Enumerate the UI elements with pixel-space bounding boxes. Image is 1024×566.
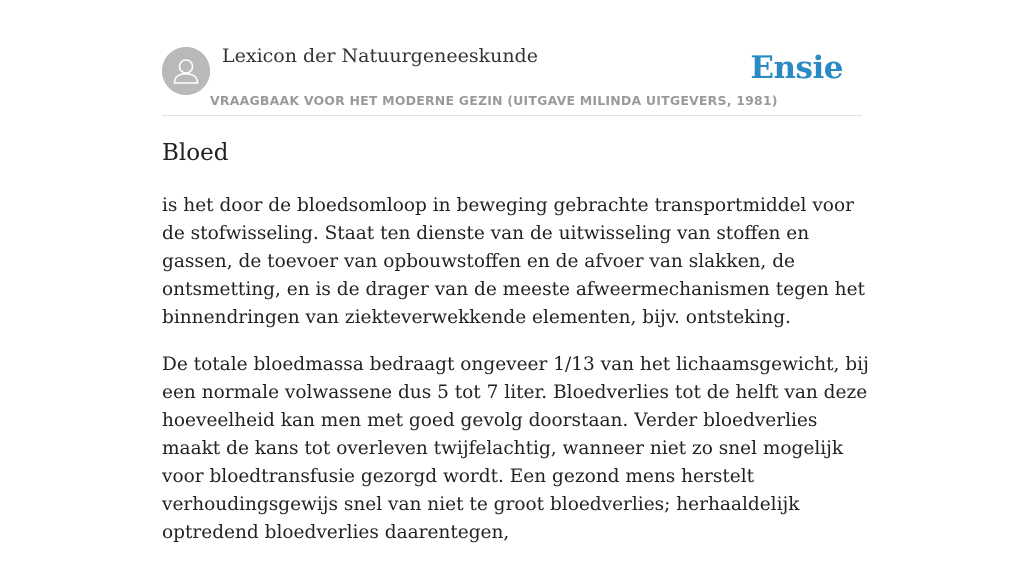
source-avatar[interactable]: [162, 47, 210, 95]
source-title-link[interactable]: Lexicon der Natuurgeneeskunde: [222, 45, 538, 67]
article-paragraph: De totale bloedmassa bedraagt ongeveer 1/13 van het lichaamsgewicht, bij een normale volwassene dus 5 tot 7 liter. Bloedverlies tot de helft van deze hoeveelheid kan men met goed gevolg doorstaan. Verder bloedverlies maakt de kans tot overleven twijfelachtig, wanneer niet zo snel mogelijk voor bloedtransfusie gezorgd wordt. Een gezond mens herstelt verhoudingsgewijs snel van niet te groot bloedverlies; herhaaldelijk optredend bloedverlies daarentegen,: [162, 354, 869, 543]
user-icon: [162, 47, 210, 95]
source-header: [162, 0, 862, 116]
article-paragraph: is het door de bloedsomloop in beweging gebrachte transportmiddel voor de stofwisseling. Staat ten dienste van de uitwisseling van stoffen en gassen, de toevoer van opbouwstoffen en de afvoer van slakken, de ontsmetting, en is de drager van de meeste afweermechanismen tegen het binnendringen van ziekteverwekkende elementen, bijv. ontsteking.: [162, 195, 865, 328]
source-subtitle: VRAAGBAAK VOOR HET MODERNE GEZIN (UITGAVE MILINDA UITGEVERS, 1981): [210, 93, 778, 108]
article-body: [162, 192, 870, 566]
content-container: [162, 0, 869, 543]
ensie-logo[interactable]: Ensie: [750, 50, 843, 86]
article-title: Bloed: [162, 140, 229, 166]
